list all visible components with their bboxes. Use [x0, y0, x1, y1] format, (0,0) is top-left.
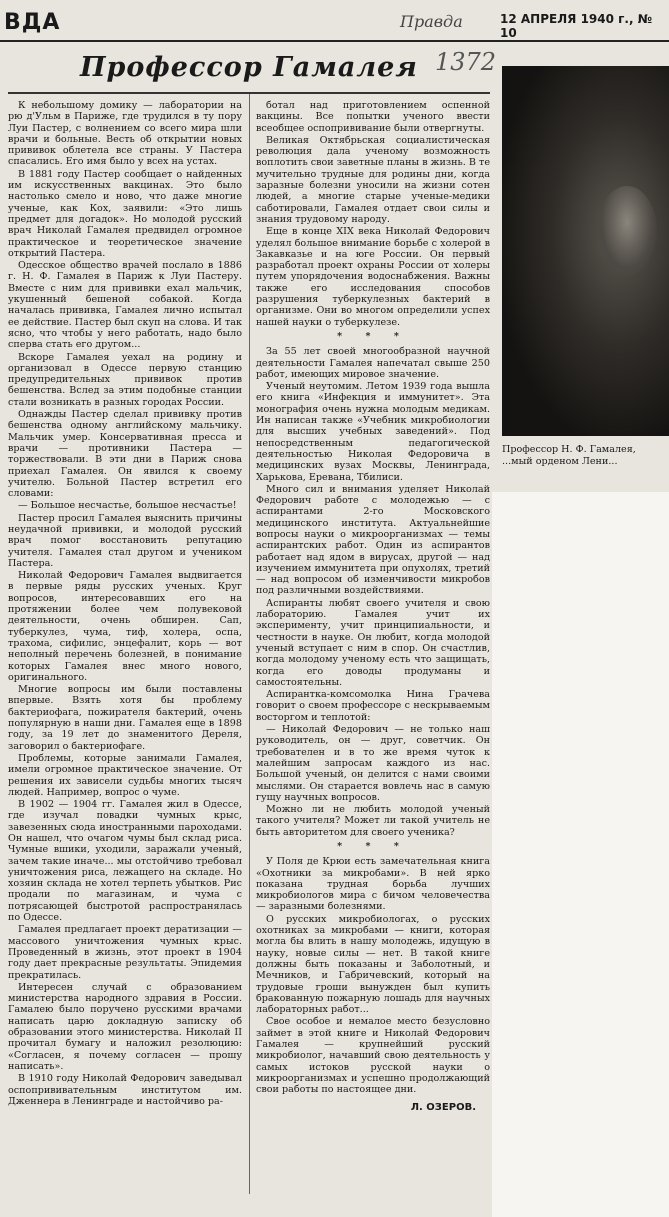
paragraph: Однажды Пастер сделал прививку против бешенства одному английскому мальчику. Мальчик умер. Консервативная пресса и врачи — противники Пастера — торжествовали. В эти дни в Париж снова приехал Гамалея. Он явился к своему учителю. Больной Пастер встретил его словами:	[8, 409, 242, 500]
paragraph: Свое особое и немалое место безусловно займет в этой книге и Николай Федорович Гамалея — крупнейший русский микробиолог, начавший свою деятельность у самых истоков русской науки о микроорганизмах и успешно продолжающий свои работы по настоящее дни.	[256, 1016, 490, 1096]
paragraph: В 1910 году Николай Федорович заведывал оспопрививательным институтом им. Дженнера в Ленинграде и настойчиво ра-	[8, 1073, 242, 1107]
paragraph: Гамалея предлагает проект дератизации — массового уничтожения чумных крыс. Проведенный в жизнь, этот проект в 1904 году дает прекрасные результаты. Эпидемия прекратилась.	[8, 924, 242, 981]
paragraph: ботал над приготовлением оспенной вакцины. Все попытки ученого ввести всеобщее оспопрививание были отвергнуты.	[256, 100, 490, 134]
paragraph: Аспирантка-комсомолка Нина Грачева говорит о своем профессоре с нескрываемым восторгом и теплотой:	[256, 689, 490, 723]
paragraph: Аспиранты любят своего учителя и свою лабораторию. Гамалея учит их эксперименту, учит принципиальности, и честности в науке. Он любит, когда молодой ученый вступает с ним в спор. Он счастлив, когда молодому ученому есть что защищать, когда его доводы продуманы и самостоятельны.	[256, 597, 490, 688]
portrait-face	[597, 186, 657, 276]
paper-name: ВДА	[4, 10, 61, 35]
paragraph: Интересен случай с образованием министерства народного здравия в России. Гамалею было поручено русскими врачами написать царю докладную записку об образовании этого министерства. Николай II прочитал бумагу и наложил резолюцию: «Согласен, я почему согласен — прошу написать».	[8, 981, 242, 1072]
portrait-photo	[502, 66, 669, 436]
paragraph: Пастер просил Гамалея выяснить причины неудачной прививки, и молодой русский врач помог восстановить репутацию учителя. Гамалея стал другом и учеником Пастера.	[8, 512, 242, 569]
paragraph: В 1881 году Пастер сообщает о найденных им искусственных вакцинах. Это было настолько смело и ново, что даже многие ученые, как Кох, заявили: «Это лишь предмет для догадок». Но молодой русский врач Николай Гамалея предвидел огромное практическое и теоретическое значение открытий Пастера.	[8, 168, 242, 259]
article-column-left	[8, 100, 242, 1200]
handwritten-mark: 1372	[435, 48, 497, 76]
article-column-right	[256, 100, 490, 1200]
paragraph: Одесское общество врачей послало в 1886 г. Н. Ф. Гамалея в Париж к Луи Пастеру. Вместе с ним для прививки ехал мальчик, укушенный бешеной собакой. Когда началась прививка, Гамалея лично испытал ее действие. Пастер был скуп на слова. И так ясно, что чтобы у него работать, надо было сперва стать его другом...	[8, 260, 242, 351]
paragraph: Николай Федорович Гамалея выдвигается в первые ряды русских ученых. Круг вопросов, интересовавших его на протяжении более чем полувековой деятельности, очень обширен. Сап, туберкулез, чума, тиф, холера, оспа, трахома, сифилис, энцефалит, корь — вот неполный перечень болезней, в понимание которых Гамалея внес много нового, оригинального.	[8, 570, 242, 683]
article-title: Профессор Гамалея	[80, 52, 418, 83]
issue-date-line: 12 АПРЕЛЯ 1940 г., № 10	[500, 12, 653, 40]
author-signature: Л. ОЗЕРОВ.	[410, 1101, 476, 1113]
paragraph: За 55 лет своей многообразной научной деятельности Гамалея напечатал свыше 250 работ, имеющих мировое значение.	[256, 346, 490, 380]
paragraph: — Николай Федорович — не только наш руководитель, он — друг, советчик. Он требователен и в то же время чуток к малейшим запросам каждого из нас. Большой ученый, он делится с нами своими мыслями. Он старается вовлечь нас в самую гущу научных вопросов.	[256, 724, 490, 803]
paragraph: Проблемы, которые занимали Гамалея, имели огромное практическое значение. От решения их зависели судьбы многих тысяч людей. Например, вопрос о чуме.	[8, 752, 242, 798]
paragraph: Вскоре Гамалея уехал на родину и организовал в Одессе первую станцию предупредительных прививок против бешенства. Вслед за этим подобные станции стали возникать в разных городах России.	[8, 351, 242, 408]
paragraph: Много сил и внимания уделяет Николай Федорович работе с молодежью — с аспирантами 2-го Московского медицинского института. Актуальнейшие вопросы науки о микроорганизмах — темы аспирантских работ. Один из аспирантов работает над ядом в вирусах, другой — над изучением иммунитета при опухолях, третий — над вопросом об изменчивости микробов под различными воздействиями.	[256, 483, 490, 597]
paragraph: К небольшому домику — лаборатории на рю д'Ульм в Париже, где трудился в ту пору Луи Пастер, с волнением со всего мира шли врачи и больные. Весть об открытии новых прививок облетела все страны. У Пастера спасались. Его имя было у всех на устах.	[8, 100, 242, 168]
paragraph: Еще в конце XIX века Николай Федорович уделял большое внимание борьбе с холерой в Закавказье и на юге России. Он первый разработал проект охраны России от холеры путем упорядочения водоснабжения. Важны также его исследования способов разрушения туберкулезных бактерий в организме. Они во многом определили успех нашей науки о туберкулезе.	[256, 226, 490, 328]
paragraph: У Поля де Крюи есть замечательная книга «Охотники за микробами». В ней ярко показана трудная борьба лучших микробиологов мира с бичом человечества — заразными болезнями.	[256, 856, 490, 913]
masthead	[0, 0, 669, 42]
paragraph: О русских микробиологах, о русских охотниках за микробами — книги, которая могла бы влить в нашу молодежь, идущую в науку, новые силы — нет. В такой книге должны быть показаны и Заболотный, и Мечников, и Габричевский, который на трудовые гроши вынужден был купить бракованную пожарную лошадь для научных лабораторных работ...	[256, 913, 490, 1016]
paragraph: В 1902 — 1904 гг. Гамалея жил в Одессе, где изучал повадки чумных крыс, завезенных сюда иностранными пароходами. Он нашел, что очагом чумы был склад риса. Чумные вшики, уходили, заражали ученый, зачем такие иначе... мы отстойчиво требовал уничтожения риса, лежащего на складе. Но хозяин склада не хотел терпеть убытков. Рис продали по магазинам, и чума с потрясающей быстротой распространялась по Одессе.	[8, 799, 242, 924]
paragraph: Можно ли не любить молодой ученый такого учителя? Может ли такой учитель не быть авторитетом для своего ученика?	[256, 804, 490, 838]
paragraph: Многие вопросы им были поставлены впервые. Взять хотя бы проблему бактериофага, пожирателя бактерий, очень популярную в наши дни. Гамалея еще в 1898 году, за 19 лет до знаменитого Дереля, заговорил о бактериофаге.	[8, 684, 242, 752]
paragraph: Ученый неутомим. Летом 1939 года вышла его книга «Инфекция и иммунитет». Эта монография очень нужна молодым медикам. Ин написан также «Учебник микробиологии для высших учебных заведений». Под непосредственным педагогической деятельностью Николая Федоровича в медицинских вузах Москвы, Ленинграда, Харькова, Еревана, Тбилиси.	[256, 381, 490, 483]
photo-caption: Профессор Н. Ф. Гамалея, ...мый орденом Лени...	[502, 444, 636, 467]
pencil-note: Правда	[400, 12, 463, 31]
article-body	[8, 92, 490, 1204]
section-separator: * * *	[337, 841, 409, 852]
column-divider	[249, 94, 250, 1194]
paragraph: — Большое несчастье, большое несчастье!	[18, 500, 237, 512]
blank-area	[492, 492, 669, 1217]
section-separator: * * *	[337, 330, 409, 342]
paragraph: Великая Октябрьская социалистическая революция дала ученому возможность воплотить свои заветные планы в жизнь. В те мучительно трудные для родины дни, когда заразные болезни уносили на жизни сотен людей, а многие старые ученые-медики саботировали, Гамалея отдает свои силы и знания трудовому народу.	[256, 134, 490, 225]
